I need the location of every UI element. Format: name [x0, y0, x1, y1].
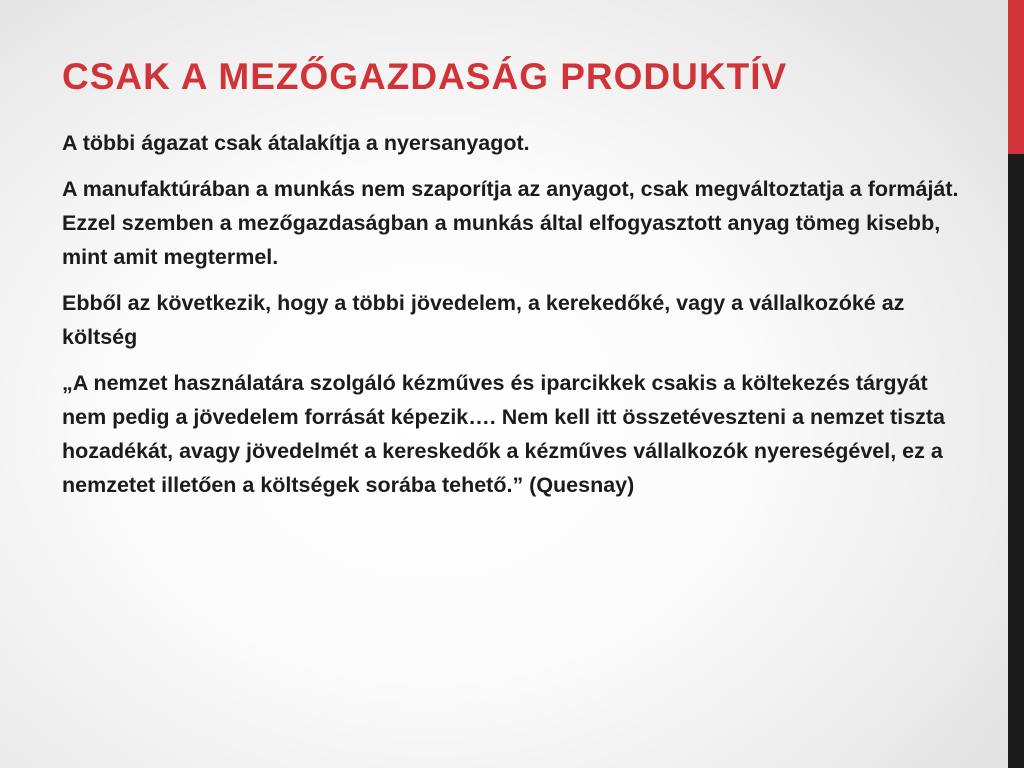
paragraph-quesnay-quote: „A nemzet használatára szolgáló kézműves és iparcikkek csakis a költekezés tárgyát nem pedig a jövedelem forrását képezik…. Nem kell itt összetéveszteni a nemzet tiszta hozadékát, avagy jövedelmét a kereskedők a kézműves vállalkozók nyereségével, ez a nemzetet illetően a költségek sorába tehető.” (Quesnay) — [62, 371, 946, 497]
paragraph-consequence: Ebből az következik, hogy a többi jövedelem, a kerekedőké, vagy a vállalkozóké az költség — [62, 291, 905, 349]
slide-body — [62, 126, 977, 514]
accent-bar-red — [1008, 0, 1024, 154]
slide-title: CSAK A MEZŐGAZDASÁG PRODUKTÍV — [62, 56, 788, 97]
paragraph-other-sectors: A többi ágazat csak átalakítja a nyersanyagot. — [62, 131, 530, 155]
accent-bar-dark — [1008, 154, 1024, 768]
paragraph-manufacture: A manufaktúrában a munkás nem szaporítja az anyagot, csak megváltoztatja a formáját. Ezzel szemben a mezőgazdaságban a munkás által elfogyasztott anyag tömeg kisebb, mint amit megtermel. — [62, 177, 959, 269]
